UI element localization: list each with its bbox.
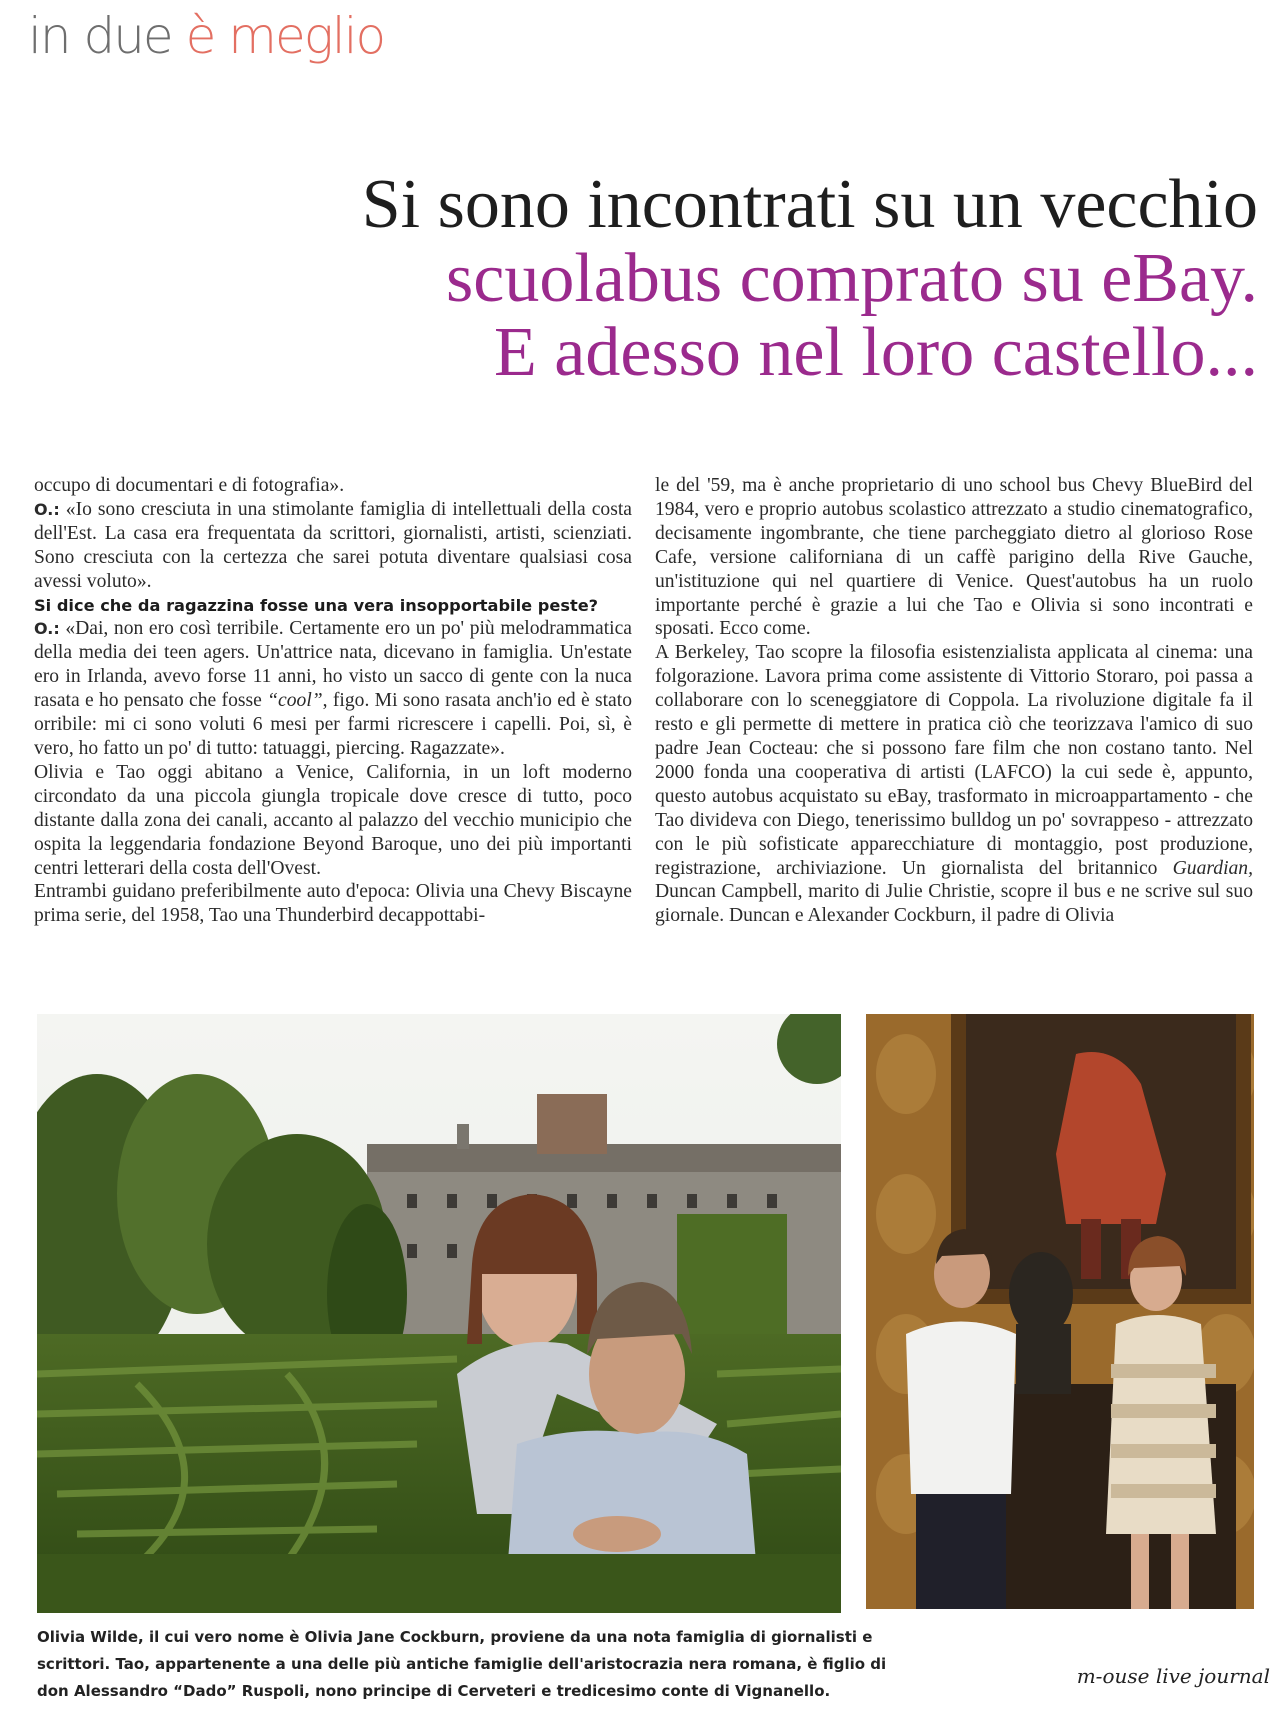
photo-castle-interior (866, 1014, 1254, 1609)
paragraph: occupo di documentari e di fotografia». (34, 475, 345, 496)
section-header (28, 6, 384, 66)
paragraph-text: «Dai, non ero così terribile. Certamente ero un po' più melodrammatica della media dei teen agers. Un'attrice nata, dicevano in famiglia. Un'estate ero in Irlanda, avevo forse 11 anni, ho visto un sacco di gente con la nuca rasata e ho pensato che fosse (34, 618, 632, 712)
photo-castle-garden-illustration (37, 1014, 841, 1613)
paragraph-text: A Berkeley, Tao scopre la filosofia esistenzialista applicata al cinema: una folgorazione. Lavora prima come assistente di Vittorio Storaro, poi passa a collaborare con lo sceneggiatore di Coppola. La rivoluzione digitale fa il resto e gli permette di mettere in pratica ciò che teorizzava l'amico di suo padre Jean Cocteau: che si possono fare film che non costano tanto. Nel 2000 fonda una cooperativa di artisti (LAFCO) la cui sede è, appunto, questo autobus acquistato su eBay, trasformato in microappartamento - che Tao divideva con Diego, tenerissimo bulldog un po' sovrappeso - attrezzato con le più sofisticate apparecchiature di montaggio, post produzione, registrazione, archiviazione. Un giornalista del britannico (655, 642, 1253, 879)
paragraph: Olivia e Tao oggi abitano a Venice, California, in un loft moderno circondato da una piccola giungla tropicale dove cresce di tutto, poco distante dalla zona dei canali, accanto al palazzo del vecchio municipio che ospita la leggendaria fondazione Beyond Baroque, uno dei più importanti centri letterari della costa dell'Ovest. (34, 761, 632, 879)
source-credit: m-ouse live journal (1076, 1664, 1270, 1688)
photo-caption: Olivia Wilde, il cui vero nome è Olivia Jane Cockburn, proviene da una nota famiglia di giornalisti e scrittori. Tao, appartenente a una delle più antiche famiglie dell'aristocrazia nera romana, è figlio di don Alessandro “Dado” Ruspoli, nono principe di Cerveteri e tredicesimo conte di Vignanello. (37, 1628, 887, 1700)
headline (258, 168, 1258, 390)
section-header-part1: in due (28, 7, 172, 65)
photo-castle-garden (37, 1014, 841, 1613)
interview-question: Si dice che da ragazzina fosse una vera insopportabile peste? (34, 595, 599, 615)
headline-line3: E adesso nel loro castello... (494, 314, 1258, 391)
emphasis: Guardian, (1172, 857, 1253, 879)
headline-line2: scuolabus comprato su eBay. (446, 240, 1258, 317)
article-column-left (34, 474, 632, 928)
emphasis: “cool” (267, 690, 323, 712)
article-column-right (655, 474, 1253, 928)
photo-castle-interior-illustration (866, 1014, 1254, 1609)
headline-line1: Si sono incontrati su un vecchio (361, 166, 1258, 243)
paragraph (34, 498, 632, 594)
paragraph-text: Duncan Campbell, marito di Julie Christie, scopre il bus e ne scrive sul suo giornale. Duncan e Alexander Cockburn, il padre di Olivia (655, 881, 1253, 927)
section-header-part2: è meglio (185, 7, 385, 65)
paragraph-text: «Io sono cresciuta in una stimolante famiglia di intellettuali della costa dell'Est. La casa era frequentata da scrittori, giornalisti, artisti, scienziati. Sono cresciuta con la certezza che sarei potuta diventare qualsiasi cosa avessi voluto». (34, 498, 632, 592)
speaker-label: O.: (34, 499, 60, 519)
paragraph (34, 617, 632, 760)
speaker-label: O.: (34, 619, 60, 639)
paragraph: Entrambi guidano preferibilmente auto d'epoca: Olivia una Chevy Biscayne prima serie, del 1958, Tao una Thunderbird decappottabi- (34, 881, 632, 927)
paragraph: le del '59, ma è anche proprietario di uno school bus Chevy BlueBird del 1984, vero e proprio autobus scolastico attrezzato a studio cinematografico, decisamente ingombrante, che tiene parcheggiato dietro al glorioso Rose Cafe, versione californiana di un caffè parigino della Rive Gauche, un'istituzione qui nel quartiere di Venice. Quest'autobus ha un ruolo importante perché è grazie a lui che Tao e Olivia si sono incontrati e sposati. Ecco come. (655, 475, 1253, 640)
paragraph (655, 641, 1253, 928)
paragraph-text: , figo. Mi sono rasata anch'io ed è stato orribile: mi ci sono voluti 6 mesi per farmi ricrescere i capelli. Poi, sì, è vero, ho fatto un po' di tutto: tatuaggi, piercing. Ragazzate». (34, 690, 632, 759)
